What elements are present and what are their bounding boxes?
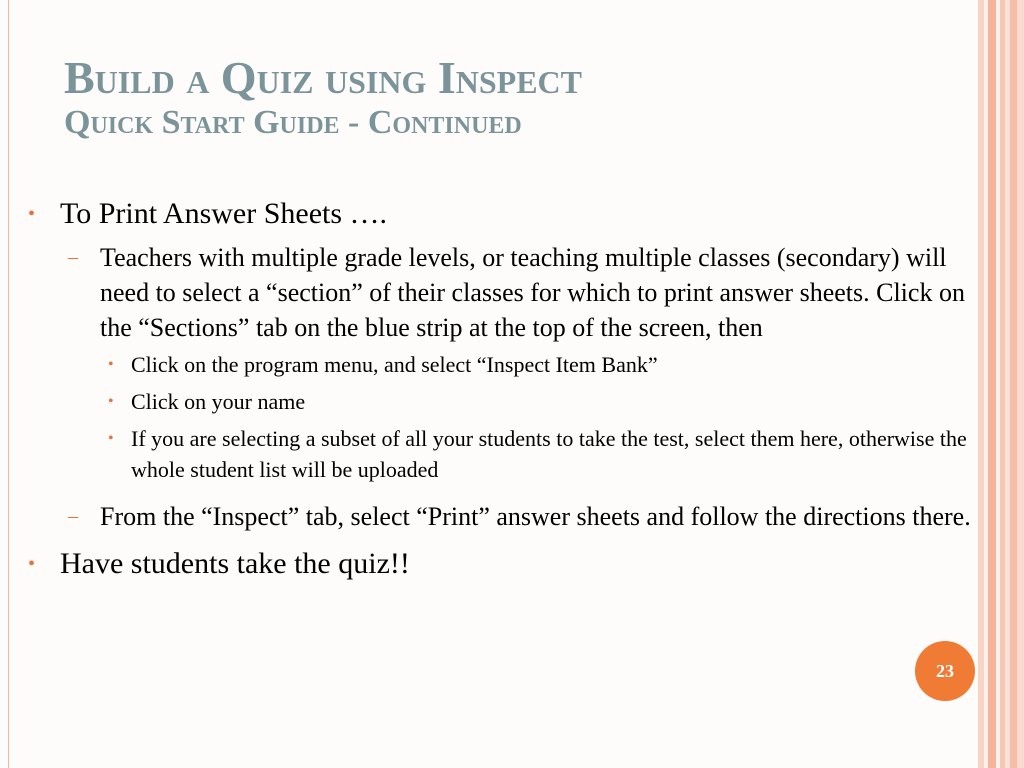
small-bullet-icon: • bbox=[108, 356, 114, 373]
sub-item-text: From the “Inspect” tab, select “Print” answer sheets and follow the directions there. bbox=[100, 502, 971, 531]
dash-bullet-icon: – bbox=[68, 505, 78, 527]
bullet-item-print-answer-sheets bbox=[28, 196, 978, 232]
step-text: Click on the program menu, and select “Inspect Item Bank” bbox=[131, 352, 658, 377]
bullet-text: To Print Answer Sheets …. bbox=[60, 197, 388, 230]
small-bullet-icon: • bbox=[108, 430, 114, 447]
sub-item-inspect-print bbox=[28, 499, 978, 534]
bullet-text: Have students take the quiz!! bbox=[60, 547, 410, 580]
slide-subtitle: Quick Start Guide - Continued bbox=[64, 104, 522, 141]
step-text: Click on your name bbox=[131, 389, 306, 414]
slide-body bbox=[28, 196, 978, 590]
slide-frame-left-border bbox=[8, 0, 9, 768]
step-item-program-menu bbox=[28, 349, 978, 380]
step-text: If you are selecting a subset of all your students to take the test, select them here, otherwise the whole student list will be uploaded bbox=[131, 426, 967, 482]
step-item-select-students bbox=[28, 423, 978, 485]
small-bullet-icon: • bbox=[108, 393, 114, 410]
bullet-item-take-quiz bbox=[28, 546, 978, 582]
decorative-side-stripes bbox=[978, 0, 1024, 768]
dash-bullet-icon: – bbox=[68, 246, 78, 268]
slide-title-block bbox=[64, 52, 964, 142]
sub-item-teachers-sections bbox=[28, 240, 978, 345]
bullet-dot-icon: • bbox=[28, 203, 36, 225]
slide-title: Build a Quiz using Inspect bbox=[64, 52, 583, 103]
step-item-click-name bbox=[28, 386, 978, 417]
bullet-dot-icon: • bbox=[28, 553, 36, 575]
sub-item-text: Teachers with multiple grade levels, or teaching multiple classes (secondary) will need to select a “section” of their classes for which to print answer sheets. Click on the “Sections” tab on the blue strip at the top of the screen, then bbox=[100, 243, 965, 342]
page-number-badge: 23 bbox=[915, 641, 975, 701]
